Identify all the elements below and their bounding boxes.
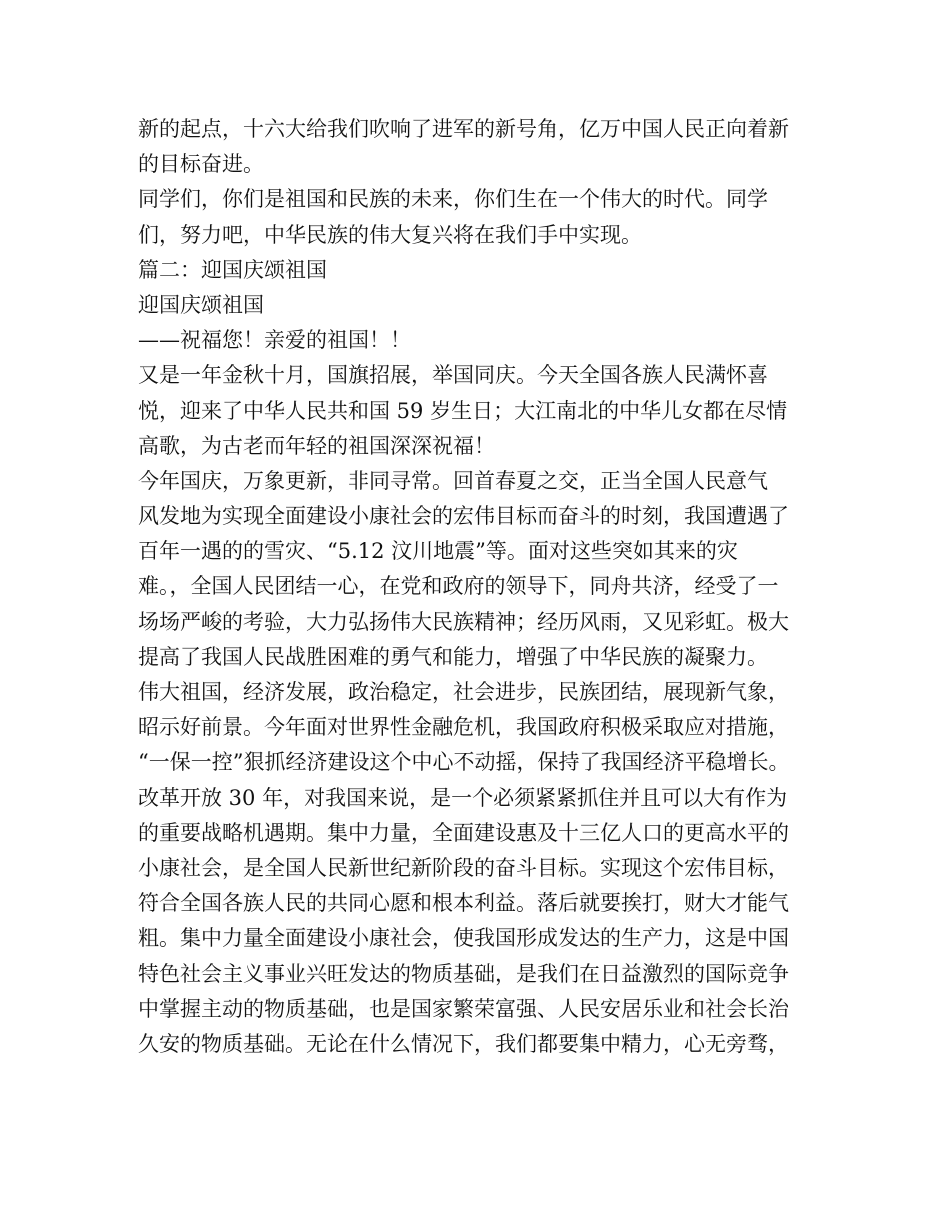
text-line: 们，努力吧，中华民族的伟大复兴将在我们手中实现。 [138, 222, 642, 247]
text-line: 难。，全国人民团结一心，在党和政府的领导下，同舟共济，经受了一 [138, 574, 779, 599]
text-line: 风发地为实现全面建设小康社会的宏伟目标而奋斗的时刻，我国遭遇了 [138, 504, 789, 529]
section-heading: 篇二：迎国庆颂祖国 [138, 257, 327, 282]
text-line: 新的起点，十六大给我们吹响了进军的新号角，亿万中国人民正向着新 [138, 117, 789, 141]
text-line: 同学们，你们是祖国和民族的未来，你们生在一个伟大的时代。同学 [138, 187, 768, 212]
text-line: “一保一控”狠抓经济建设这个中心不动摇，保持了我国经济平稳增长。 [138, 750, 790, 775]
text-line: 百年一遇的的雪灾、“5.12 汶川地震”等。面对这些突如其来的灾 [138, 539, 738, 564]
text-line: 的目标奋进。 [138, 152, 264, 177]
article-subtitle: ——祝福您！亲爱的祖国！！ [138, 328, 411, 353]
text-line: 昭示好前景。今年面对世界性金融危机，我国政府积极采取应对措施， [138, 715, 789, 740]
text-line: 高歌，为古老而年轻的祖国深深祝福！ [138, 433, 495, 458]
text-line: 场场严峻的考验，大力弘扬伟大民族精神；经历风雨，又见彩虹。极大 [138, 609, 789, 634]
text-line: 中掌握主动的物质基础，也是国家繁荣富强、人民安居乐业和社会长治 [138, 996, 789, 1021]
text-line: 改革开放 30 年，对我国来说，是一个必须紧紧抓住并且可以大有作为 [138, 785, 788, 810]
text-line: 今年国庆，万象更新，非同寻常。回首春夏之交，正当全国人民意气 [138, 468, 768, 493]
text-line: 小康社会，是全国人民新世纪新阶段的奋斗目标。实现这个宏伟目标， [138, 855, 789, 880]
text-line: 符合全国各族人民的共同心愿和根本利益。落后就要挨打，财大才能气 [138, 891, 789, 916]
document-body [138, 112, 828, 1062]
text-line: 悦，迎来了中华人民共和国 59 岁生日；大江南北的中华儿女都在尽情 [138, 398, 788, 423]
text-line: 久安的物质基础。无论在什么情况下，我们都要集中精力，心无旁骛， [138, 1031, 789, 1056]
text-line: 伟大祖国，经济发展，政治稳定，社会进步，民族团结，展现新气象， [138, 680, 789, 704]
text-line: 粗。集中力量全面建设小康社会，使我国形成发达的生产力，这是中国 [138, 926, 789, 951]
text-line: 特色社会主义事业兴旺发达的物质基础，是我们在日益激烈的国际竞争 [138, 961, 789, 986]
text-line: 又是一年金秋十月，国旗招展，举国同庆。今天全国各族人民满怀喜 [138, 363, 768, 388]
text-line: 提高了我国人民战胜困难的勇气和能力，增强了中华民族的凝聚力。 [138, 644, 768, 669]
article-title: 迎国庆颂祖国 [138, 292, 264, 317]
text-line: 的重要战略机遇期。集中力量，全面建设惠及十三亿人口的更高水平的 [138, 820, 789, 845]
